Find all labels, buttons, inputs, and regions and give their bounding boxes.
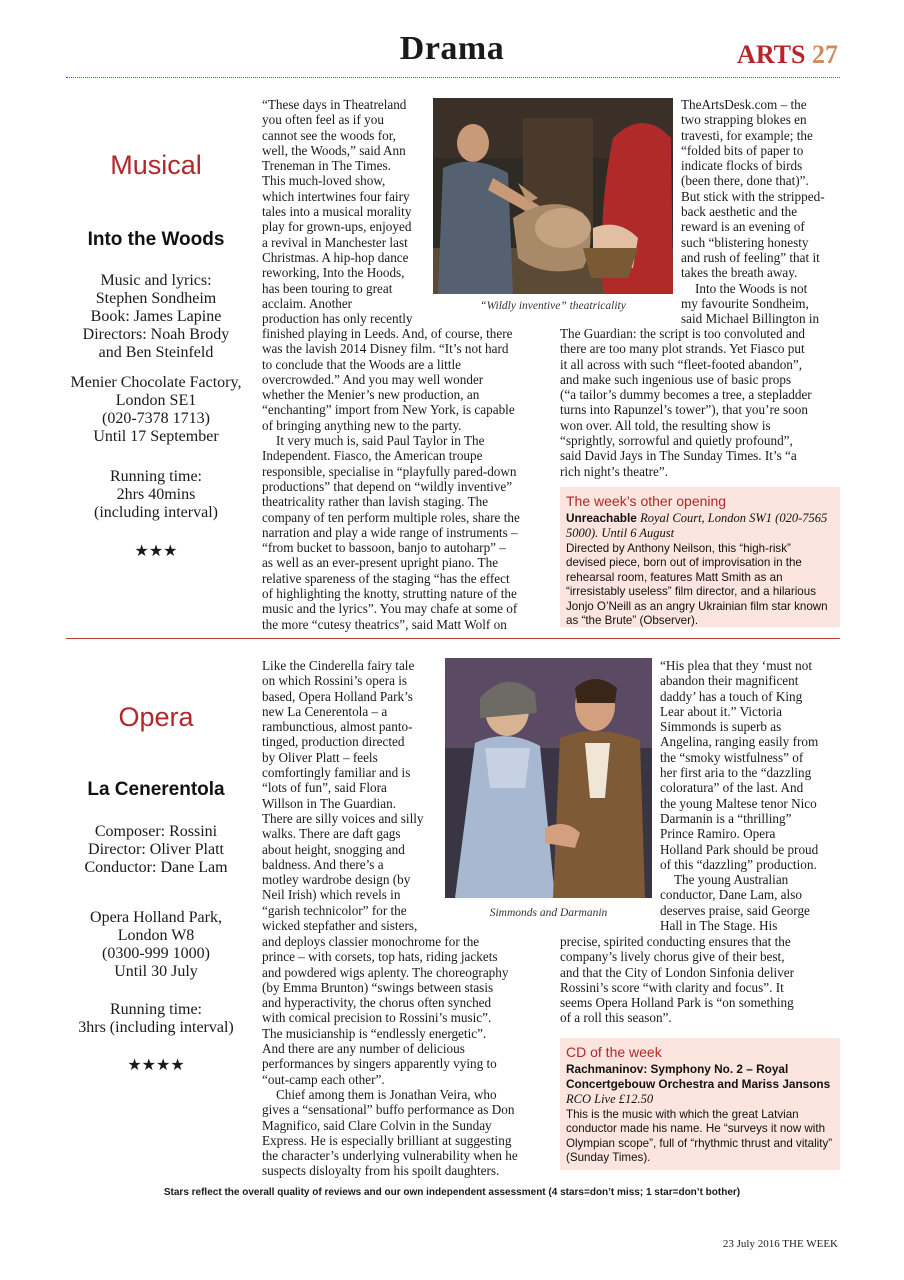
cd-title: Rachmaninov: Symphony No. 2 – Royal Concertgebouw Orchestra and Mariss Jansons: [566, 1062, 831, 1091]
cd-body: This is the music with which the great Latvian conductor made his name. He “surveys it now with Olympian scope”, full of “rhythmic thrust and vitality” (Sunday Times).: [566, 1108, 833, 1165]
venue-line: Opera Holland Park,: [90, 909, 222, 926]
text-line: and rush of feeling” that it: [681, 249, 820, 265]
credit-line: Composer: Rossini: [94, 823, 218, 840]
text-line: precise, spirited conducting ensures that the: [560, 934, 791, 949]
other-opening-box: [560, 487, 840, 627]
musical-category: Musical: [110, 150, 202, 180]
text-line: Express. He is especially brilliant at suggesting: [262, 1132, 512, 1148]
text-line: There are silly voices and silly: [262, 810, 424, 826]
text-line: you often feel as if you: [262, 112, 384, 128]
text-line: takes the breath away.: [681, 265, 798, 281]
text-line: relative spareness of the staging “has the effect: [262, 570, 510, 586]
text-line: “sprightly, sorrowful and quietly profound”,: [560, 433, 793, 449]
text-line: Magnifico, said Clare Colvin in the Sunday: [262, 1117, 492, 1133]
text-line: daddy’ has a touch of King: [660, 688, 803, 704]
text-line: and that the City of London Sinfonia deliver: [560, 964, 795, 980]
cd-heading: CD of the week: [566, 1044, 662, 1060]
text-line: indicate flocks of birds: [681, 158, 803, 174]
text-line: Independent. Fiasco, the American troupe: [262, 448, 483, 464]
text-line: rambunctious, almost panto-: [262, 719, 413, 735]
text-line: (by Emma Brunton) “swings between stasis: [262, 979, 494, 995]
text-line: Rossini’s score “with clarity and focus”. It: [560, 979, 784, 995]
text-line: acclaim. Another: [262, 295, 353, 311]
text-line: Angelina, ranging easily from: [660, 734, 819, 750]
text-line: Darmanin is a “thrilling”: [660, 810, 792, 826]
other-opening-title-line: [566, 511, 834, 541]
text-line: narration and play a wide range of instruments –: [262, 524, 518, 540]
text-line: reward is an evening of: [681, 219, 805, 235]
text-line: the more “cutesy theatrics”, said Matt Wolf on: [262, 616, 507, 632]
text-line: TheArtsDesk.com – the: [681, 97, 807, 112]
text-line: which intertwines four fairy: [262, 188, 410, 204]
opera-photo: [445, 658, 652, 898]
top-divider: [66, 77, 840, 78]
text-line: It very much is, said Paul Taylor in The: [276, 433, 485, 449]
text-line: Like the Cinderella fairy tale: [262, 658, 415, 673]
musical-text-col2-top: [681, 97, 841, 326]
venue-line: Until 30 July: [114, 963, 198, 980]
text-line: Willson in The Guardian.: [262, 795, 397, 811]
text-line: “out-camp each other”.: [262, 1071, 385, 1087]
text-line: of this “dazzling” production.: [660, 856, 817, 872]
venue-line: (0300-999 1000): [102, 945, 210, 962]
opera-category: Opera: [118, 702, 194, 732]
star-rating-footnote: Stars reflect the overall quality of reviews and our own independent assessment (4 stars=don’t miss; 1 star=don’t bother): [163, 1187, 741, 1198]
running-time-line: 2hrs 40mins: [116, 486, 196, 503]
text-line: Holland Park should be proud: [660, 841, 819, 857]
credit-line: Director: Oliver Platt: [88, 841, 224, 858]
text-line: The young Australian: [674, 872, 789, 888]
text-line: theatricality rather than lavish staging. The: [262, 494, 489, 510]
credit-line: and Ben Steinfeld: [98, 344, 214, 361]
text-line: was the lavish 2014 Disney film. “It’s not hard: [262, 341, 509, 357]
credit-line: Directors: Noah Brody: [82, 326, 230, 343]
page-folio: [737, 40, 838, 70]
text-line: and hyperactivity, the chorus often synched: [262, 995, 492, 1011]
folio-number: 27: [812, 40, 838, 69]
text-line: on which Rossini’s opera is: [262, 673, 408, 689]
opera-star-rating: ★★★★: [127, 1057, 185, 1074]
text-line: with comical precision to Rossini’s music”.: [262, 1010, 492, 1026]
running-time-line: 3hrs (including interval): [78, 1019, 234, 1036]
opera-title-block: [62, 779, 250, 801]
opera-sidebar: [62, 702, 250, 733]
text-line: tales into a musical morality: [262, 204, 412, 220]
text-line: conductor, Dane Lam, also: [660, 887, 802, 903]
venue-line: London SE1: [115, 392, 197, 409]
text-line: the character’s underlying vulnerability when he: [262, 1148, 518, 1164]
musical-star-rating: ★★★: [134, 543, 178, 560]
text-line: abandon their magnificent: [660, 673, 799, 689]
text-line: (“a tailor’s dummy becomes a tree, a stepladder: [560, 387, 812, 403]
musical-text-col1-top: [262, 97, 430, 326]
text-line: said David Jays in The Sunday Times. It’s “a: [560, 448, 797, 464]
venue-line: Menier Chocolate Factory,: [70, 374, 242, 391]
text-line: has been touring to great: [262, 280, 393, 296]
text-line: and make such ingenious use of basic props: [560, 371, 792, 387]
text-line: there are too many plot strands. Yet Fiasco put: [560, 341, 805, 357]
opera-venue: [62, 909, 250, 981]
running-time-line: Running time:: [110, 1001, 202, 1018]
text-line: But stick with the stripped-: [681, 188, 825, 204]
text-line: gives a “sensational” buffo performance as Don: [262, 1102, 515, 1118]
other-opening-details: Royal Court, London SW1 (020-7565 5000). Until 6 August: [566, 511, 828, 540]
text-line: baldness. And there’s a: [262, 856, 384, 872]
text-line: my favourite Sondheim,: [681, 295, 809, 311]
text-line: “lots of fun”, said Flora: [262, 780, 387, 796]
musical-show-title: Into the Woods: [87, 229, 225, 250]
section-divider: [66, 638, 840, 639]
text-line: said Michael Billington in: [681, 311, 820, 327]
text-line: Chief among them is Jonathan Veira, who: [276, 1086, 497, 1102]
opera-text-col2-top: [660, 658, 842, 933]
text-line: Into the Woods is not: [695, 280, 808, 296]
text-line: productions” that depend on “wildly inventive”: [262, 478, 513, 494]
text-line: suspects disloyalty from his spoilt daughters.: [262, 1163, 500, 1179]
text-line: play for grown-ups, enjoyed: [262, 219, 412, 235]
text-line: company’s lively chorus give of their best,: [560, 949, 785, 965]
text-line: Neil Irish) which revels in: [262, 887, 401, 903]
opera-photo-art: [445, 658, 652, 898]
text-line: overcrowded.” And you may well wonder: [262, 371, 484, 387]
cd-label: RCO Live £12.50: [566, 1092, 654, 1106]
text-line: turns into Rapunzel’s tower”), that you’re soon: [560, 402, 808, 418]
text-line: finished playing in Leeds. And, of course, there: [262, 326, 513, 341]
musical-photo-art: [433, 98, 673, 294]
text-line: prince – with corsets, top hats, riding jackets: [262, 949, 498, 965]
text-line: “garish technicolor” for the: [262, 902, 407, 918]
text-line: Christmas. A hip-hop dance: [262, 249, 409, 265]
text-line: cannot see the woods for,: [262, 127, 396, 143]
text-line: reworking, Into the Hoods,: [262, 265, 405, 281]
text-line: deserves praise, said George: [660, 902, 810, 918]
musical-title-block: [62, 229, 250, 251]
other-opening-title: Unreachable: [566, 511, 637, 525]
text-line: and deploys classier monochrome for the: [262, 934, 480, 949]
musical-running-time: [62, 468, 250, 522]
text-line: two strapping blokes en: [681, 112, 807, 128]
venue-line: Until 17 September: [93, 428, 219, 445]
text-line: about height, snogging and: [262, 841, 405, 857]
folio-label: ARTS: [737, 40, 806, 69]
text-line: music and the lyrics”. You may chafe at some of: [262, 601, 518, 617]
text-line: it all across with such “fleet-footed abandon”,: [560, 356, 803, 372]
opera-show-title: La Cenerentola: [87, 779, 225, 800]
musical-text-col1-bottom: [262, 326, 552, 632]
text-line: a revival in Manchester last: [262, 234, 408, 250]
opera-credits: [62, 823, 250, 877]
credit-line: Stephen Sondheim: [95, 290, 217, 307]
text-line: production has only recently: [262, 311, 413, 327]
text-line: such “blistering honesty: [681, 234, 809, 250]
text-line: Lear about it.” Victoria: [660, 703, 782, 719]
opera-text-col2-bottom: [560, 934, 842, 1026]
text-line: Prince Ramiro. Opera: [660, 826, 776, 842]
text-line: company of ten perform multiple roles, share the: [262, 509, 520, 525]
text-line: “from bucket to bassoon, banjo to autoharp” –: [262, 540, 506, 556]
text-line: Simmonds is superb as: [660, 719, 782, 735]
text-line: won over. All told, the resulting show is: [560, 417, 771, 433]
venue-line: (020-7378 1713): [102, 410, 210, 427]
text-line: “enchanting” import from New York, is capable: [262, 402, 515, 418]
text-line: Hall in The Stage. His: [660, 918, 778, 934]
text-line: and powdered wigs aplenty. The choreography: [262, 964, 509, 980]
text-line: (been there, done that)”.: [681, 173, 809, 189]
text-line: her first aria to the “dazzling: [660, 765, 812, 781]
musical-venue: [62, 374, 250, 446]
text-line: whether the Menier’s new production, an: [262, 387, 480, 403]
credit-line: Music and lyrics:: [100, 272, 212, 289]
text-line: the young Maltese tenor Nico: [660, 795, 817, 811]
text-line: Treneman in The Times.: [262, 158, 391, 174]
musical-text-col2-bottom: [560, 326, 842, 479]
musical-sidebar: [62, 150, 250, 181]
text-line: seems Opera Holland Park is “on something: [560, 995, 794, 1011]
text-line: well, the Woods,” said Ann: [262, 142, 406, 158]
text-line: The Guardian: the script is too convoluted and: [560, 326, 806, 341]
opera-photo-caption: Simmonds and Darmanin: [489, 907, 608, 919]
text-line: “His plea that they ‘must not: [660, 658, 812, 673]
text-line: of highlighting the knotty, strutting nature of the: [262, 586, 517, 602]
text-line: The musicianship is “endlessly energetic”.: [262, 1025, 487, 1041]
text-line: “These days in Theatreland: [262, 97, 407, 112]
musical-credits: [62, 272, 250, 362]
text-line: comfortingly familiar and is: [262, 765, 411, 781]
page-footer: 23 July 2016 THE WEEK: [722, 1238, 838, 1250]
running-time-line: (including interval): [94, 504, 218, 521]
text-line: wicked stepfather and sisters,: [262, 918, 418, 934]
text-line: of a roll this season”.: [560, 1010, 672, 1026]
text-line: tinged, production directed: [262, 734, 405, 750]
cd-title-line: [566, 1062, 834, 1107]
text-line: as well as an ever-present upright piano. The: [262, 555, 499, 571]
running-time-line: Running time:: [110, 468, 202, 485]
text-line: performances by singers apparently vying to: [262, 1056, 497, 1072]
text-line: to conclude that the Woods are a little: [262, 356, 462, 372]
text-line: walks. There are daft gags: [262, 826, 401, 842]
text-line: of bringing anything new to the party.: [262, 417, 462, 433]
cd-of-the-week-box: [560, 1038, 840, 1170]
musical-photo-caption: “Wildly inventive” theatricality: [480, 300, 626, 312]
credit-line: Conductor: Dane Lam: [84, 859, 228, 876]
credit-line: Book: James Lapine: [90, 308, 222, 325]
text-line: “folded bits of paper to: [681, 142, 804, 158]
text-line: the “smoky wistfulness” of: [660, 749, 804, 765]
text-line: back aesthetic and the: [681, 204, 798, 220]
text-line: rich night’s theatre”.: [560, 463, 669, 479]
text-line: new La Cenerentola – a: [262, 703, 388, 719]
text-line: And there are any number of delicious: [262, 1041, 465, 1057]
page-title: Drama: [399, 30, 505, 67]
text-line: coloratura” of the last. And: [660, 780, 804, 796]
venue-line: London W8: [117, 927, 195, 944]
musical-photo: [433, 98, 673, 294]
text-line: travesti, for example; the: [681, 127, 813, 143]
text-line: responsible, specialise in “playfully pared-down: [262, 463, 517, 479]
text-line: based, Opera Holland Park’s: [262, 688, 413, 704]
opera-text-col1-top: [262, 658, 442, 933]
other-opening-heading: The week’s other opening: [566, 493, 727, 509]
text-line: This much-loved show,: [262, 173, 386, 189]
other-opening-body: Directed by Anthony Neilson, this “high-risk” devised piece, born out of improvisation in the rehearsal room, features Matt Smith as an “irresistably useless” film director, and a hilarious Jonjo O’Neill as an angry Ukrainian film star known as “the Brute” (Observer).: [566, 542, 828, 628]
text-line: motley wardrobe design (by: [262, 872, 411, 888]
opera-running-time: [62, 1001, 250, 1037]
opera-text-col1-bottom: [262, 934, 552, 1179]
text-line: by Oliver Platt – feels: [262, 749, 378, 765]
